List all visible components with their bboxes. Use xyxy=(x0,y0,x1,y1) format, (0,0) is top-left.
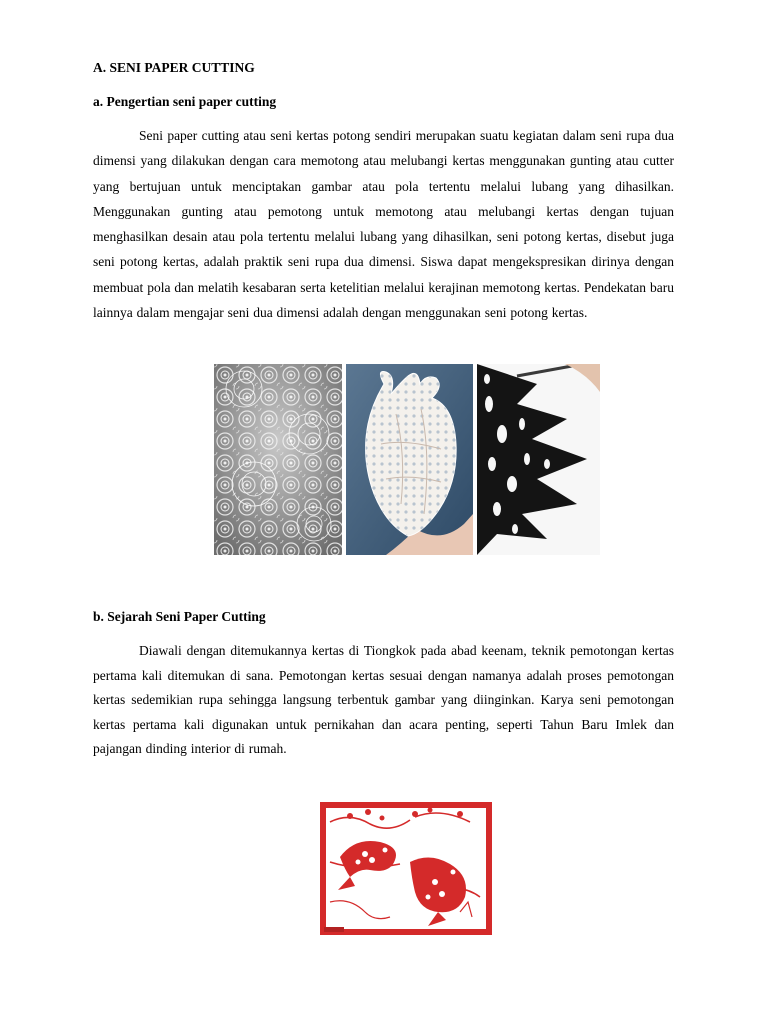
subheading-sejarah: b. Sejarah Seni Paper Cutting xyxy=(93,609,266,624)
paragraph-sejarah: Diawali dengan ditemukannya kertas di Tiongkok pada abad keenam, teknik pemotongan kertas pertama kali ditemukan di sana. Pemotongan kertas sesuai dengan namanya adalah proses pemotongan kertas sedemikian rupa sehingga langsung terbentuk gambar yang diinginkan. Karya seni pemotongan kertas pertama kali digunakan untuk pernikahan dan acara penting, seperti Tahun Baru Imlek dan pajangan dinding interior di rumah. xyxy=(93,643,674,757)
paragraph-pengertian: Seni paper cutting atau seni kertas potong sendiri merupakan suatu kegiatan dalam seni rupa dua dimensi yang dilakukan dengan cara memotong atau melubangi kertas menggunakan gunting atau cutter yang bertujuan untuk menciptakan gambar atau pola tertentu melalui lubang yang dihasilkan. Menggunakan gunting atau pemotong untuk memotong atau melubangi kertas dengan tujuan menghasilkan desain atau pola tertentu melalui lubang yang dihasilkan, seni potong kertas, disebut juga seni potong kertas, adalah praktik seni rupa dua dimensi. Siswa dapat mengekspresikan dirinya dengan membuat pola dan melatih kesabaran serta ketelitian melalui kerajinan memotong kertas. Pendekatan baru lainnya dalam mengajar seni dua dimensi adalah dengan menggunakan seni potong kertas. xyxy=(93,128,674,321)
lace-papercut-image xyxy=(214,364,342,555)
heart-papercut-image xyxy=(346,364,473,555)
subheading-pengertian: a. Pengertian seni paper cutting xyxy=(93,94,277,109)
leaf-papercut-image xyxy=(477,364,600,555)
section-heading: A. SENI PAPER CUTTING xyxy=(93,60,255,75)
koi-papercut-image xyxy=(320,802,492,935)
